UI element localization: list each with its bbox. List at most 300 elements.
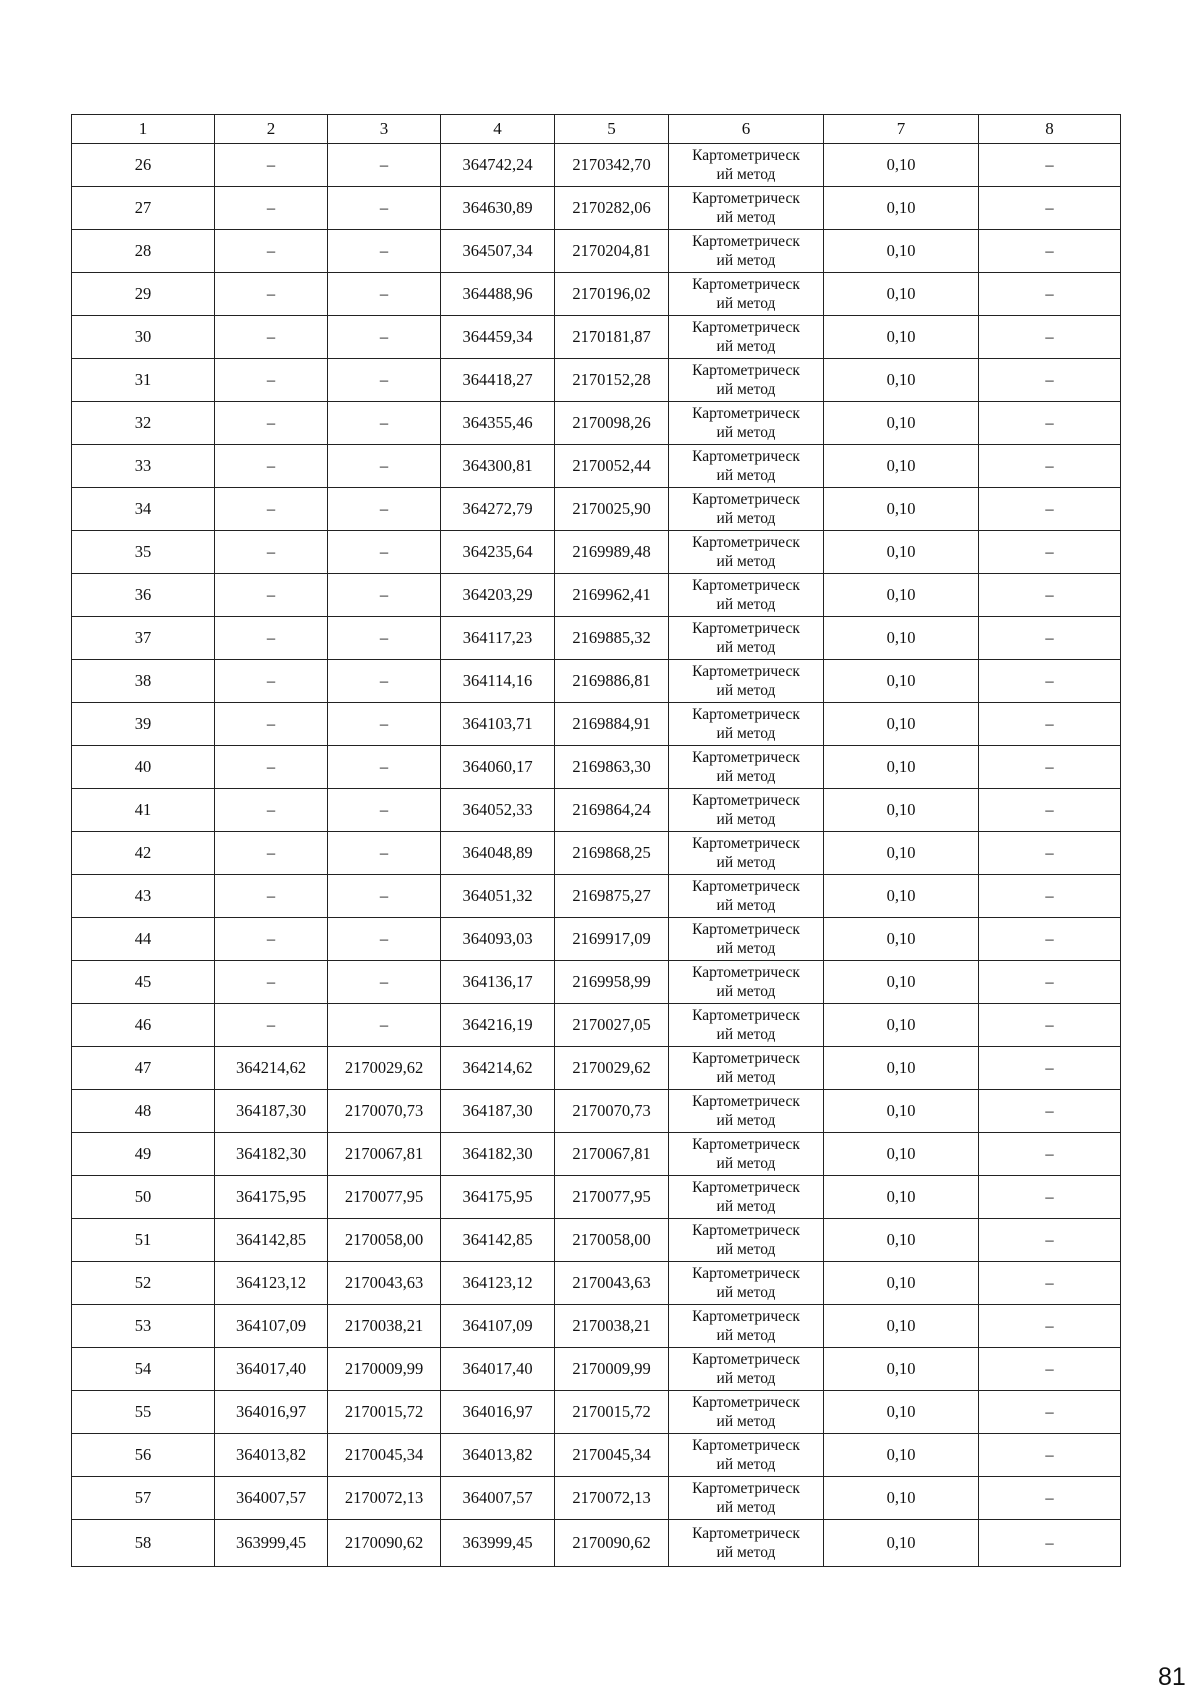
method-text-line: Картометрическ — [692, 964, 800, 981]
table-cell-col-1: 50 — [72, 1176, 215, 1219]
method-cell — [669, 875, 824, 918]
table-cell-col-8: – — [979, 660, 1121, 703]
column-header-6: 6 — [669, 115, 824, 144]
table-cell-col-5: 2170282,06 — [555, 187, 669, 230]
method-text-line: ий метод — [716, 983, 776, 1000]
column-header-7: 7 — [824, 115, 979, 144]
method-text-line: ий метод — [716, 682, 776, 699]
method-text-line: ий метод — [716, 1069, 776, 1086]
table-cell-col-4: 364235,64 — [441, 531, 555, 574]
table-row — [72, 230, 1121, 273]
table-cell-col-3: – — [328, 875, 441, 918]
table-cell-col-2: 364142,85 — [215, 1219, 328, 1262]
table-cell-col-4: 364742,24 — [441, 144, 555, 187]
method-text-line: Картометрическ — [692, 1525, 800, 1542]
table-cell-col-5: 2169868,25 — [555, 832, 669, 875]
table-cell-col-4: 364418,27 — [441, 359, 555, 402]
table-cell-col-1: 31 — [72, 359, 215, 402]
table-cell-col-3: – — [328, 574, 441, 617]
table-row — [72, 531, 1121, 574]
method-cell — [669, 1090, 824, 1133]
method-text-line: Картометрическ — [692, 706, 800, 723]
table-cell-col-4: 364052,33 — [441, 789, 555, 832]
table-cell-col-1: 36 — [72, 574, 215, 617]
table-cell-col-5: 2170045,34 — [555, 1434, 669, 1477]
table-cell-col-8: – — [979, 1391, 1121, 1434]
table-cell-col-2: 364007,57 — [215, 1477, 328, 1520]
table-cell-col-3: – — [328, 617, 441, 660]
method-text-line: Картометрическ — [692, 1093, 800, 1110]
table-cell-col-2: 364017,40 — [215, 1348, 328, 1391]
table-cell-col-5: 2169989,48 — [555, 531, 669, 574]
table-cell-col-4: 364507,34 — [441, 230, 555, 273]
table-cell-col-5: 2170029,62 — [555, 1047, 669, 1090]
method-text-line: ий метод — [716, 1370, 776, 1387]
table-cell-col-4: 364114,16 — [441, 660, 555, 703]
table-cell-col-5: 2170098,26 — [555, 402, 669, 445]
table-cell-col-8: – — [979, 1219, 1121, 1262]
table-cell-col-5: 2170058,00 — [555, 1219, 669, 1262]
table-cell-col-7: 0,10 — [824, 617, 979, 660]
table-cell-col-3: – — [328, 230, 441, 273]
table-cell-col-5: 2169885,32 — [555, 617, 669, 660]
column-header-4: 4 — [441, 115, 555, 144]
table-cell-col-3: 2170045,34 — [328, 1434, 441, 1477]
method-cell — [669, 703, 824, 746]
column-header-5: 5 — [555, 115, 669, 144]
method-text-line: ий метод — [716, 381, 776, 398]
table-cell-col-8: – — [979, 1434, 1121, 1477]
method-text-line: Картометрическ — [692, 534, 800, 551]
method-text-line: ий метод — [716, 424, 776, 441]
table-row — [72, 1477, 1121, 1520]
table-cell-col-7: 0,10 — [824, 1477, 979, 1520]
table-cell-col-4: 364630,89 — [441, 187, 555, 230]
table-cell-col-8: – — [979, 1477, 1121, 1520]
method-cell — [669, 402, 824, 445]
method-text-line: ий метод — [716, 209, 776, 226]
table-cell-col-7: 0,10 — [824, 746, 979, 789]
table-cell-col-3: – — [328, 445, 441, 488]
table-cell-col-3: 2170015,72 — [328, 1391, 441, 1434]
column-header-2: 2 — [215, 115, 328, 144]
table-cell-col-4: 364013,82 — [441, 1434, 555, 1477]
method-cell — [669, 187, 824, 230]
table-cell-col-3: 2170009,99 — [328, 1348, 441, 1391]
table-cell-col-4: 364051,32 — [441, 875, 555, 918]
table-cell-col-3: – — [328, 488, 441, 531]
table-cell-col-5: 2170090,62 — [555, 1520, 669, 1567]
table-cell-col-4: 364214,62 — [441, 1047, 555, 1090]
coordinates-table — [71, 114, 1121, 1567]
method-text-line: ий метод — [716, 768, 776, 785]
table-row — [72, 359, 1121, 402]
method-cell — [669, 660, 824, 703]
table-cell-col-2: – — [215, 187, 328, 230]
table-cell-col-7: 0,10 — [824, 1262, 979, 1305]
table-cell-col-1: 30 — [72, 316, 215, 359]
method-text-line: ий метод — [716, 295, 776, 312]
table-cell-col-5: 2170196,02 — [555, 273, 669, 316]
table-cell-col-5: 2170015,72 — [555, 1391, 669, 1434]
method-text-line: ий метод — [716, 1155, 776, 1172]
table-cell-col-8: – — [979, 316, 1121, 359]
table-row — [72, 703, 1121, 746]
method-text-line: Картометрическ — [692, 577, 800, 594]
method-text-line: ий метод — [716, 596, 776, 613]
table-cell-col-5: 2170152,28 — [555, 359, 669, 402]
table-cell-col-3: – — [328, 316, 441, 359]
table-cell-col-3: – — [328, 187, 441, 230]
table-cell-col-5: 2169962,41 — [555, 574, 669, 617]
table-row — [72, 660, 1121, 703]
table-cell-col-5: 2169875,27 — [555, 875, 669, 918]
page-number: 81 — [1158, 1663, 1186, 1691]
table-cell-col-3: – — [328, 918, 441, 961]
table-cell-col-4: 364017,40 — [441, 1348, 555, 1391]
table-cell-col-1: 28 — [72, 230, 215, 273]
table-cell-col-1: 42 — [72, 832, 215, 875]
table-cell-col-3: – — [328, 703, 441, 746]
table-cell-col-7: 0,10 — [824, 1219, 979, 1262]
table-cell-col-2: – — [215, 488, 328, 531]
table-cell-col-8: – — [979, 789, 1121, 832]
method-cell — [669, 789, 824, 832]
table-cell-col-2: 364013,82 — [215, 1434, 328, 1477]
table-cell-col-2: – — [215, 875, 328, 918]
table-cell-col-8: – — [979, 875, 1121, 918]
table-cell-col-4: 364142,85 — [441, 1219, 555, 1262]
table-cell-col-7: 0,10 — [824, 1391, 979, 1434]
table-cell-col-2: – — [215, 273, 328, 316]
method-text-line: ий метод — [716, 510, 776, 527]
method-cell — [669, 1219, 824, 1262]
table-row — [72, 187, 1121, 230]
method-text-line: Картометрическ — [692, 147, 800, 164]
table-cell-col-8: – — [979, 531, 1121, 574]
method-text-line: Картометрическ — [692, 1265, 800, 1282]
method-cell — [669, 1520, 824, 1567]
method-cell — [669, 316, 824, 359]
table-cell-col-2: – — [215, 402, 328, 445]
table-cell-col-4: 364182,30 — [441, 1133, 555, 1176]
method-cell — [669, 1004, 824, 1047]
table-cell-col-3: 2170090,62 — [328, 1520, 441, 1567]
table-cell-col-3: – — [328, 402, 441, 445]
method-cell — [669, 1391, 824, 1434]
table-row — [72, 1262, 1121, 1305]
method-cell — [669, 488, 824, 531]
method-text-line: Картометрическ — [692, 878, 800, 895]
table-cell-col-8: – — [979, 1262, 1121, 1305]
table-cell-col-4: 364048,89 — [441, 832, 555, 875]
table-cell-col-1: 41 — [72, 789, 215, 832]
table-cell-col-1: 38 — [72, 660, 215, 703]
table-cell-col-7: 0,10 — [824, 660, 979, 703]
table-cell-col-5: 2169863,30 — [555, 746, 669, 789]
table-cell-col-8: – — [979, 445, 1121, 488]
table-cell-col-7: 0,10 — [824, 402, 979, 445]
table-row — [72, 1219, 1121, 1262]
table-cell-col-2: – — [215, 445, 328, 488]
method-text-line: Картометрическ — [692, 276, 800, 293]
method-cell — [669, 1047, 824, 1090]
table-cell-col-7: 0,10 — [824, 187, 979, 230]
method-text-line: ий метод — [716, 1241, 776, 1258]
table-cell-col-2: – — [215, 918, 328, 961]
table-cell-col-1: 45 — [72, 961, 215, 1004]
table-cell-col-8: – — [979, 1133, 1121, 1176]
method-text-line: ий метод — [716, 252, 776, 269]
table-row — [72, 316, 1121, 359]
table-cell-col-1: 34 — [72, 488, 215, 531]
table-cell-col-2: – — [215, 1004, 328, 1047]
method-text-line: Картометрическ — [692, 233, 800, 250]
method-cell — [669, 1262, 824, 1305]
method-text-line: Картометрическ — [692, 1351, 800, 1368]
column-header-1: 1 — [72, 115, 215, 144]
table-body — [72, 144, 1121, 1567]
method-text-line: ий метод — [716, 1544, 776, 1561]
method-cell — [669, 1477, 824, 1520]
table-row — [72, 273, 1121, 316]
table-row — [72, 1348, 1121, 1391]
method-text-line: ий метод — [716, 1026, 776, 1043]
table-cell-col-3: 2170070,73 — [328, 1090, 441, 1133]
method-text-line: ий метод — [716, 1284, 776, 1301]
table-cell-col-2: 363999,45 — [215, 1520, 328, 1567]
method-cell — [669, 1133, 824, 1176]
table-cell-col-4: 364355,46 — [441, 402, 555, 445]
method-text-line: ий метод — [716, 1198, 776, 1215]
table-cell-col-4: 364272,79 — [441, 488, 555, 531]
table-cell-col-7: 0,10 — [824, 1176, 979, 1219]
table-cell-col-3: 2170077,95 — [328, 1176, 441, 1219]
table-cell-col-7: 0,10 — [824, 1090, 979, 1133]
table-cell-col-7: 0,10 — [824, 574, 979, 617]
table-cell-col-2: – — [215, 359, 328, 402]
method-text-line: Картометрическ — [692, 1179, 800, 1196]
table-cell-col-5: 2169886,81 — [555, 660, 669, 703]
table-cell-col-4: 364016,97 — [441, 1391, 555, 1434]
method-cell — [669, 144, 824, 187]
method-text-line: Картометрическ — [692, 1480, 800, 1497]
table-row — [72, 1434, 1121, 1477]
table-cell-col-5: 2170342,70 — [555, 144, 669, 187]
table-cell-col-7: 0,10 — [824, 875, 979, 918]
table-cell-col-4: 364488,96 — [441, 273, 555, 316]
method-text-line: Картометрическ — [692, 1394, 800, 1411]
table-cell-col-3: 2170058,00 — [328, 1219, 441, 1262]
table-cell-col-1: 43 — [72, 875, 215, 918]
table-cell-col-4: 364117,23 — [441, 617, 555, 660]
method-text-line: Картометрическ — [692, 1136, 800, 1153]
table-cell-col-1: 47 — [72, 1047, 215, 1090]
table-cell-col-3: 2170072,13 — [328, 1477, 441, 1520]
table-cell-col-5: 2170009,99 — [555, 1348, 669, 1391]
table-cell-col-2: 364123,12 — [215, 1262, 328, 1305]
table-row — [72, 488, 1121, 531]
table-cell-col-4: 364007,57 — [441, 1477, 555, 1520]
table-cell-col-2: 364107,09 — [215, 1305, 328, 1348]
table-cell-col-2: – — [215, 789, 328, 832]
table-cell-col-8: – — [979, 574, 1121, 617]
table-row — [72, 617, 1121, 660]
table-cell-col-3: 2170029,62 — [328, 1047, 441, 1090]
table-cell-col-5: 2170067,81 — [555, 1133, 669, 1176]
method-text-line: Картометрическ — [692, 792, 800, 809]
table-row — [72, 832, 1121, 875]
method-text-line: Картометрическ — [692, 835, 800, 852]
table-row — [72, 918, 1121, 961]
method-cell — [669, 832, 824, 875]
table-cell-col-7: 0,10 — [824, 918, 979, 961]
table-row — [72, 445, 1121, 488]
table-cell-col-1: 49 — [72, 1133, 215, 1176]
method-text-line: ий метод — [716, 854, 776, 871]
table-row — [72, 1047, 1121, 1090]
table-cell-col-1: 54 — [72, 1348, 215, 1391]
table-cell-col-5: 2170204,81 — [555, 230, 669, 273]
method-text-line: ий метод — [716, 639, 776, 656]
table-cell-col-8: – — [979, 617, 1121, 660]
method-text-line: Картометрическ — [692, 1437, 800, 1454]
table-cell-col-8: – — [979, 832, 1121, 875]
table-cell-col-5: 2170072,13 — [555, 1477, 669, 1520]
method-cell — [669, 531, 824, 574]
table-cell-col-2: – — [215, 746, 328, 789]
table-cell-col-8: – — [979, 230, 1121, 273]
method-text-line: Картометрическ — [692, 405, 800, 422]
table-cell-col-8: – — [979, 746, 1121, 789]
method-text-line: ий метод — [716, 1112, 776, 1129]
table-row — [72, 1520, 1121, 1567]
table-cell-col-3: – — [328, 961, 441, 1004]
table-cell-col-3: – — [328, 789, 441, 832]
table-row — [72, 1305, 1121, 1348]
table-cell-col-4: 364060,17 — [441, 746, 555, 789]
method-text-line: ий метод — [716, 166, 776, 183]
table-cell-col-7: 0,10 — [824, 445, 979, 488]
method-text-line: ий метод — [716, 725, 776, 742]
table-row — [72, 1004, 1121, 1047]
method-text-line: ий метод — [716, 1499, 776, 1516]
table-cell-col-5: 2170181,87 — [555, 316, 669, 359]
table-cell-col-4: 364136,17 — [441, 961, 555, 1004]
table-cell-col-7: 0,10 — [824, 316, 979, 359]
table-cell-col-8: – — [979, 1176, 1121, 1219]
table-cell-col-5: 2170070,73 — [555, 1090, 669, 1133]
table-cell-col-7: 0,10 — [824, 531, 979, 574]
table-cell-col-7: 0,10 — [824, 144, 979, 187]
table-cell-col-4: 364187,30 — [441, 1090, 555, 1133]
table-cell-col-7: 0,10 — [824, 1305, 979, 1348]
table-row — [72, 789, 1121, 832]
table-cell-col-2: – — [215, 531, 328, 574]
method-text-line: Картометрическ — [692, 491, 800, 508]
table-cell-col-8: – — [979, 1090, 1121, 1133]
method-cell — [669, 746, 824, 789]
table-cell-col-7: 0,10 — [824, 359, 979, 402]
table-row — [72, 1176, 1121, 1219]
table-cell-col-3: – — [328, 660, 441, 703]
table-cell-col-3: – — [328, 746, 441, 789]
method-cell — [669, 359, 824, 402]
table-cell-col-3: – — [328, 531, 441, 574]
method-text-line: Картометрическ — [692, 319, 800, 336]
method-cell — [669, 1348, 824, 1391]
method-text-line: Картометрическ — [692, 1007, 800, 1024]
method-text-line: Картометрическ — [692, 1050, 800, 1067]
table-cell-col-7: 0,10 — [824, 1047, 979, 1090]
table-cell-col-4: 364216,19 — [441, 1004, 555, 1047]
method-cell — [669, 574, 824, 617]
column-header-8: 8 — [979, 115, 1121, 144]
table-cell-col-7: 0,10 — [824, 1133, 979, 1176]
table-cell-col-3: 2170067,81 — [328, 1133, 441, 1176]
table-cell-col-8: – — [979, 1348, 1121, 1391]
method-text-line: ий метод — [716, 897, 776, 914]
method-cell — [669, 273, 824, 316]
method-cell — [669, 918, 824, 961]
table-cell-col-1: 52 — [72, 1262, 215, 1305]
table-cell-col-8: – — [979, 1047, 1121, 1090]
method-text-line: Картометрическ — [692, 362, 800, 379]
table-cell-col-8: – — [979, 1004, 1121, 1047]
table-cell-col-1: 53 — [72, 1305, 215, 1348]
table-cell-col-3: 2170038,21 — [328, 1305, 441, 1348]
method-text-line: ий метод — [716, 1413, 776, 1430]
table-cell-col-8: – — [979, 359, 1121, 402]
table-cell-col-7: 0,10 — [824, 230, 979, 273]
table-cell-col-1: 33 — [72, 445, 215, 488]
method-text-line: ий метод — [716, 1456, 776, 1473]
method-text-line: ий метод — [716, 338, 776, 355]
table-cell-col-7: 0,10 — [824, 703, 979, 746]
table-cell-col-5: 2169864,24 — [555, 789, 669, 832]
table-cell-col-3: – — [328, 832, 441, 875]
table-cell-col-1: 35 — [72, 531, 215, 574]
table-cell-col-8: – — [979, 402, 1121, 445]
method-cell — [669, 445, 824, 488]
table-cell-col-7: 0,10 — [824, 1348, 979, 1391]
table-cell-col-7: 0,10 — [824, 789, 979, 832]
table-cell-col-4: 364203,29 — [441, 574, 555, 617]
table-cell-col-1: 56 — [72, 1434, 215, 1477]
table-cell-col-7: 0,10 — [824, 488, 979, 531]
table-cell-col-5: 2169917,09 — [555, 918, 669, 961]
table-cell-col-7: 0,10 — [824, 1004, 979, 1047]
table-cell-col-1: 32 — [72, 402, 215, 445]
method-text-line: Картометрическ — [692, 921, 800, 938]
table-cell-col-1: 46 — [72, 1004, 215, 1047]
table-cell-col-4: 363999,45 — [441, 1520, 555, 1567]
table-cell-col-5: 2170025,90 — [555, 488, 669, 531]
table-cell-col-2: – — [215, 316, 328, 359]
table-cell-col-3: 2170043,63 — [328, 1262, 441, 1305]
method-cell — [669, 1305, 824, 1348]
table-cell-col-1: 44 — [72, 918, 215, 961]
table-cell-col-1: 39 — [72, 703, 215, 746]
method-text-line: Картометрическ — [692, 620, 800, 637]
table-cell-col-8: – — [979, 488, 1121, 531]
table-cell-col-7: 0,10 — [824, 961, 979, 1004]
table-cell-col-4: 364103,71 — [441, 703, 555, 746]
table-cell-col-3: – — [328, 273, 441, 316]
table-cell-col-2: – — [215, 832, 328, 875]
method-text-line: Картометрическ — [692, 190, 800, 207]
table-cell-col-3: – — [328, 359, 441, 402]
